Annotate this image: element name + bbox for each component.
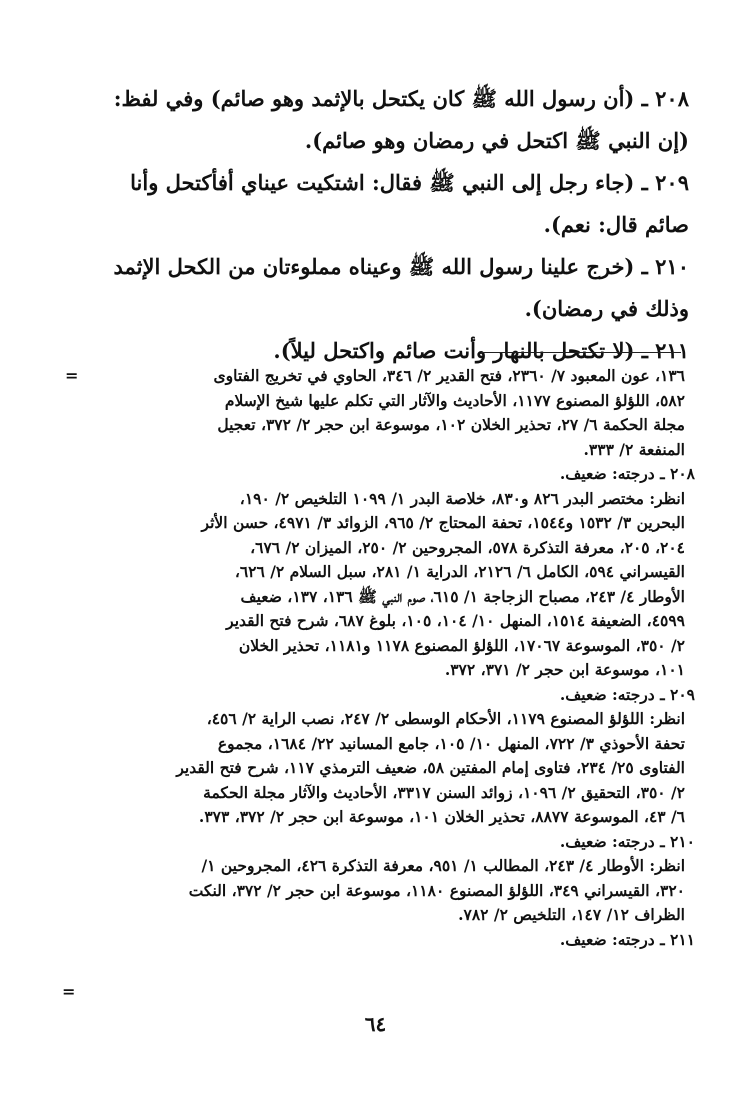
footnotes xyxy=(55,364,695,952)
footnote-line: ٣٢٠، القيسراني ٣٤٩، اللؤلؤ المصنوع ١١٨٠، موسوعة ابن حجر ٢/ ٣٧٢، النكت xyxy=(188,880,685,900)
page-number: ٦٤ xyxy=(364,1012,387,1036)
hadith-line: صائم قال: نعم). xyxy=(543,212,689,237)
footnote-line: الظراف ١٢/ ١٤٧، التلخيص ٢/ ٧٨٢. xyxy=(458,905,685,924)
footnote-line: ٢/ ٣٥٠، الموسوعة ١٧٠٦٧، اللؤلؤ المصنوع ١١٧٨ و١١٨١، تحذير الخلان xyxy=(238,635,685,655)
footnote-grade: ٢٠٩ ـ درجته: ضعيف. xyxy=(559,684,695,704)
footnote-208 xyxy=(55,462,695,683)
hadith-line: (إن النبي ﷺ اكتحل في رمضان وهو صائم). xyxy=(304,128,689,153)
footnote-line: ٢٠٤، ٢٠٥، معرفة التذكرة ٥٧٨، المجروحين ٢/ ٢٥٠، الميزان ٢/ ٦٧٦، xyxy=(250,537,685,557)
footnote-209 xyxy=(55,683,695,830)
footnote-210 xyxy=(55,830,695,928)
footnote-line: ١٠١، موسوعة ابن حجر ٢/ ٣٧١، ٣٧٢. xyxy=(444,660,685,679)
hadith-208 xyxy=(55,78,689,162)
hadith-line: وذلك في رمضان). xyxy=(524,296,689,321)
footnote-line: الأوطار ٤/ ٢٤٣، مصباح الزجاجة ١/ ٦١٥، صوم النبي ﷺ ١٣٦، ١٣٧، ضعيف xyxy=(240,586,685,606)
hadith-line: ٢١٠ ـ (خرج علينا رسول الله ﷺ وعيناه مملوءتان من الكحل الإثمد xyxy=(113,254,689,279)
footnote-line: تحفة الأحوذي ٣/ ٧٢٢، المنهل ١٠/ ١٠٥، جامع المسانيد ٢٢/ ١٦٨٤، مجموع xyxy=(217,733,685,753)
footnote-line: الفتاوى ٢٥/ ٢٣٤، فتاوى إمام المفتين ٥٨، ضعيف الترمذي ١١٧، شرح فتح القدير xyxy=(176,758,685,777)
footnote-line: البحرين ٣/ ١٥٣٢ و١٥٤٤، تحفة المحتاج ٢/ ٩٦٥، الزوائد ٣/ ٤٩٧١، حسن الأثر xyxy=(201,513,685,532)
footnote-grade: ٢٠٨ ـ درجته: ضعيف. xyxy=(559,464,695,483)
footnote-line: ٥٨٢، اللؤلؤ المصنوع ١١٧٧، الأحاديث والآثار التي تكلم عليها شيخ الإسلام xyxy=(224,390,685,410)
continuation-marker: = xyxy=(62,982,76,1001)
footnote-line: ٦/ ٤٣، الموسوعة ٨٨٧٧، تحذير الخلان ١٠١، موسوعة ابن حجر ٢/ ٣٧٢، ٣٧٣. xyxy=(198,807,685,826)
footnote-grade: ٢١١ ـ درجته: ضعيف. xyxy=(559,929,695,949)
hadith-210 xyxy=(55,246,689,330)
footnote-line: ٢/ ٣٥٠، التحقيق ٢/ ١٠٩٦، زوائد السنن ٣٣١٧، الأحاديث والآثار مجلة الحكمة xyxy=(203,782,685,802)
footnote-line: انظر: مختصر البدر ٨٢٦ و٨٣٠، خلاصة البدر ١/ ١٠٩٩ التلخيص ٢/ ١٩٠، xyxy=(239,488,685,508)
footnote-211 xyxy=(55,928,695,953)
hadith-list xyxy=(55,78,689,372)
continuation-marker: = xyxy=(65,366,79,385)
footnote-line: ١٣٦، عون المعبود ٧/ ٢٣٦٠، فتح القدير ٢/ ٣٤٦، الحاوي في تخريج الفتاوى xyxy=(213,366,685,385)
hadith-line: ٢٠٨ ـ (أن رسول الله ﷺ كان يكتحل بالإثمد وهو صائم) وفي لفظ: xyxy=(113,86,689,111)
footnote-grade: ٢١٠ ـ درجته: ضعيف. xyxy=(559,831,695,851)
footnote-divider xyxy=(481,352,681,353)
hadith-line: ٢١١ ـ (لا تكتحل بالنهار وأنت صائم واكتحل ليلاً). xyxy=(273,338,689,363)
footnote-continuation xyxy=(55,364,695,462)
footnote-line: القيسراني ٥٩٤، الكامل ٦/ ٢١٢٦، الدراية ١/ ٢٨١، سبل السلام ٢/ ٦٢٦، xyxy=(234,562,685,581)
footnote-line: ٤٥٩٩، الضعيفة ١٥١٤، المنهل ١٠/ ١٠٤، ١٠٥، بلوغ ٦٨٧، شرح فتح القدير xyxy=(226,611,685,630)
footnote-line: انظر: اللؤلؤ المصنوع ١١٧٩، الأحكام الوسطى ٢/ ٢٤٧، نصب الراية ٢/ ٤٥٦، xyxy=(206,709,685,728)
hadith-line: ٢٠٩ ـ (جاء رجل إلى النبي ﷺ فقال: اشتكيت عيناي أفأكتحل وأنا xyxy=(130,170,689,195)
footnote-line: مجلة الحكمة ٦/ ٢٧، تحذير الخلان ١٠٢، موسوعة ابن حجر ٢/ ٣٧٢، تعجيل xyxy=(217,415,685,434)
footnote-line: انظر: الأوطار ٤/ ٢٤٣، المطالب ١/ ٩٥١، معرفة التذكرة ٤٢٦، المجروحين ١/ xyxy=(201,856,685,875)
hadith-209 xyxy=(55,162,689,246)
footnote-line: المنفعة ٢/ ٣٣٣. xyxy=(583,439,685,459)
